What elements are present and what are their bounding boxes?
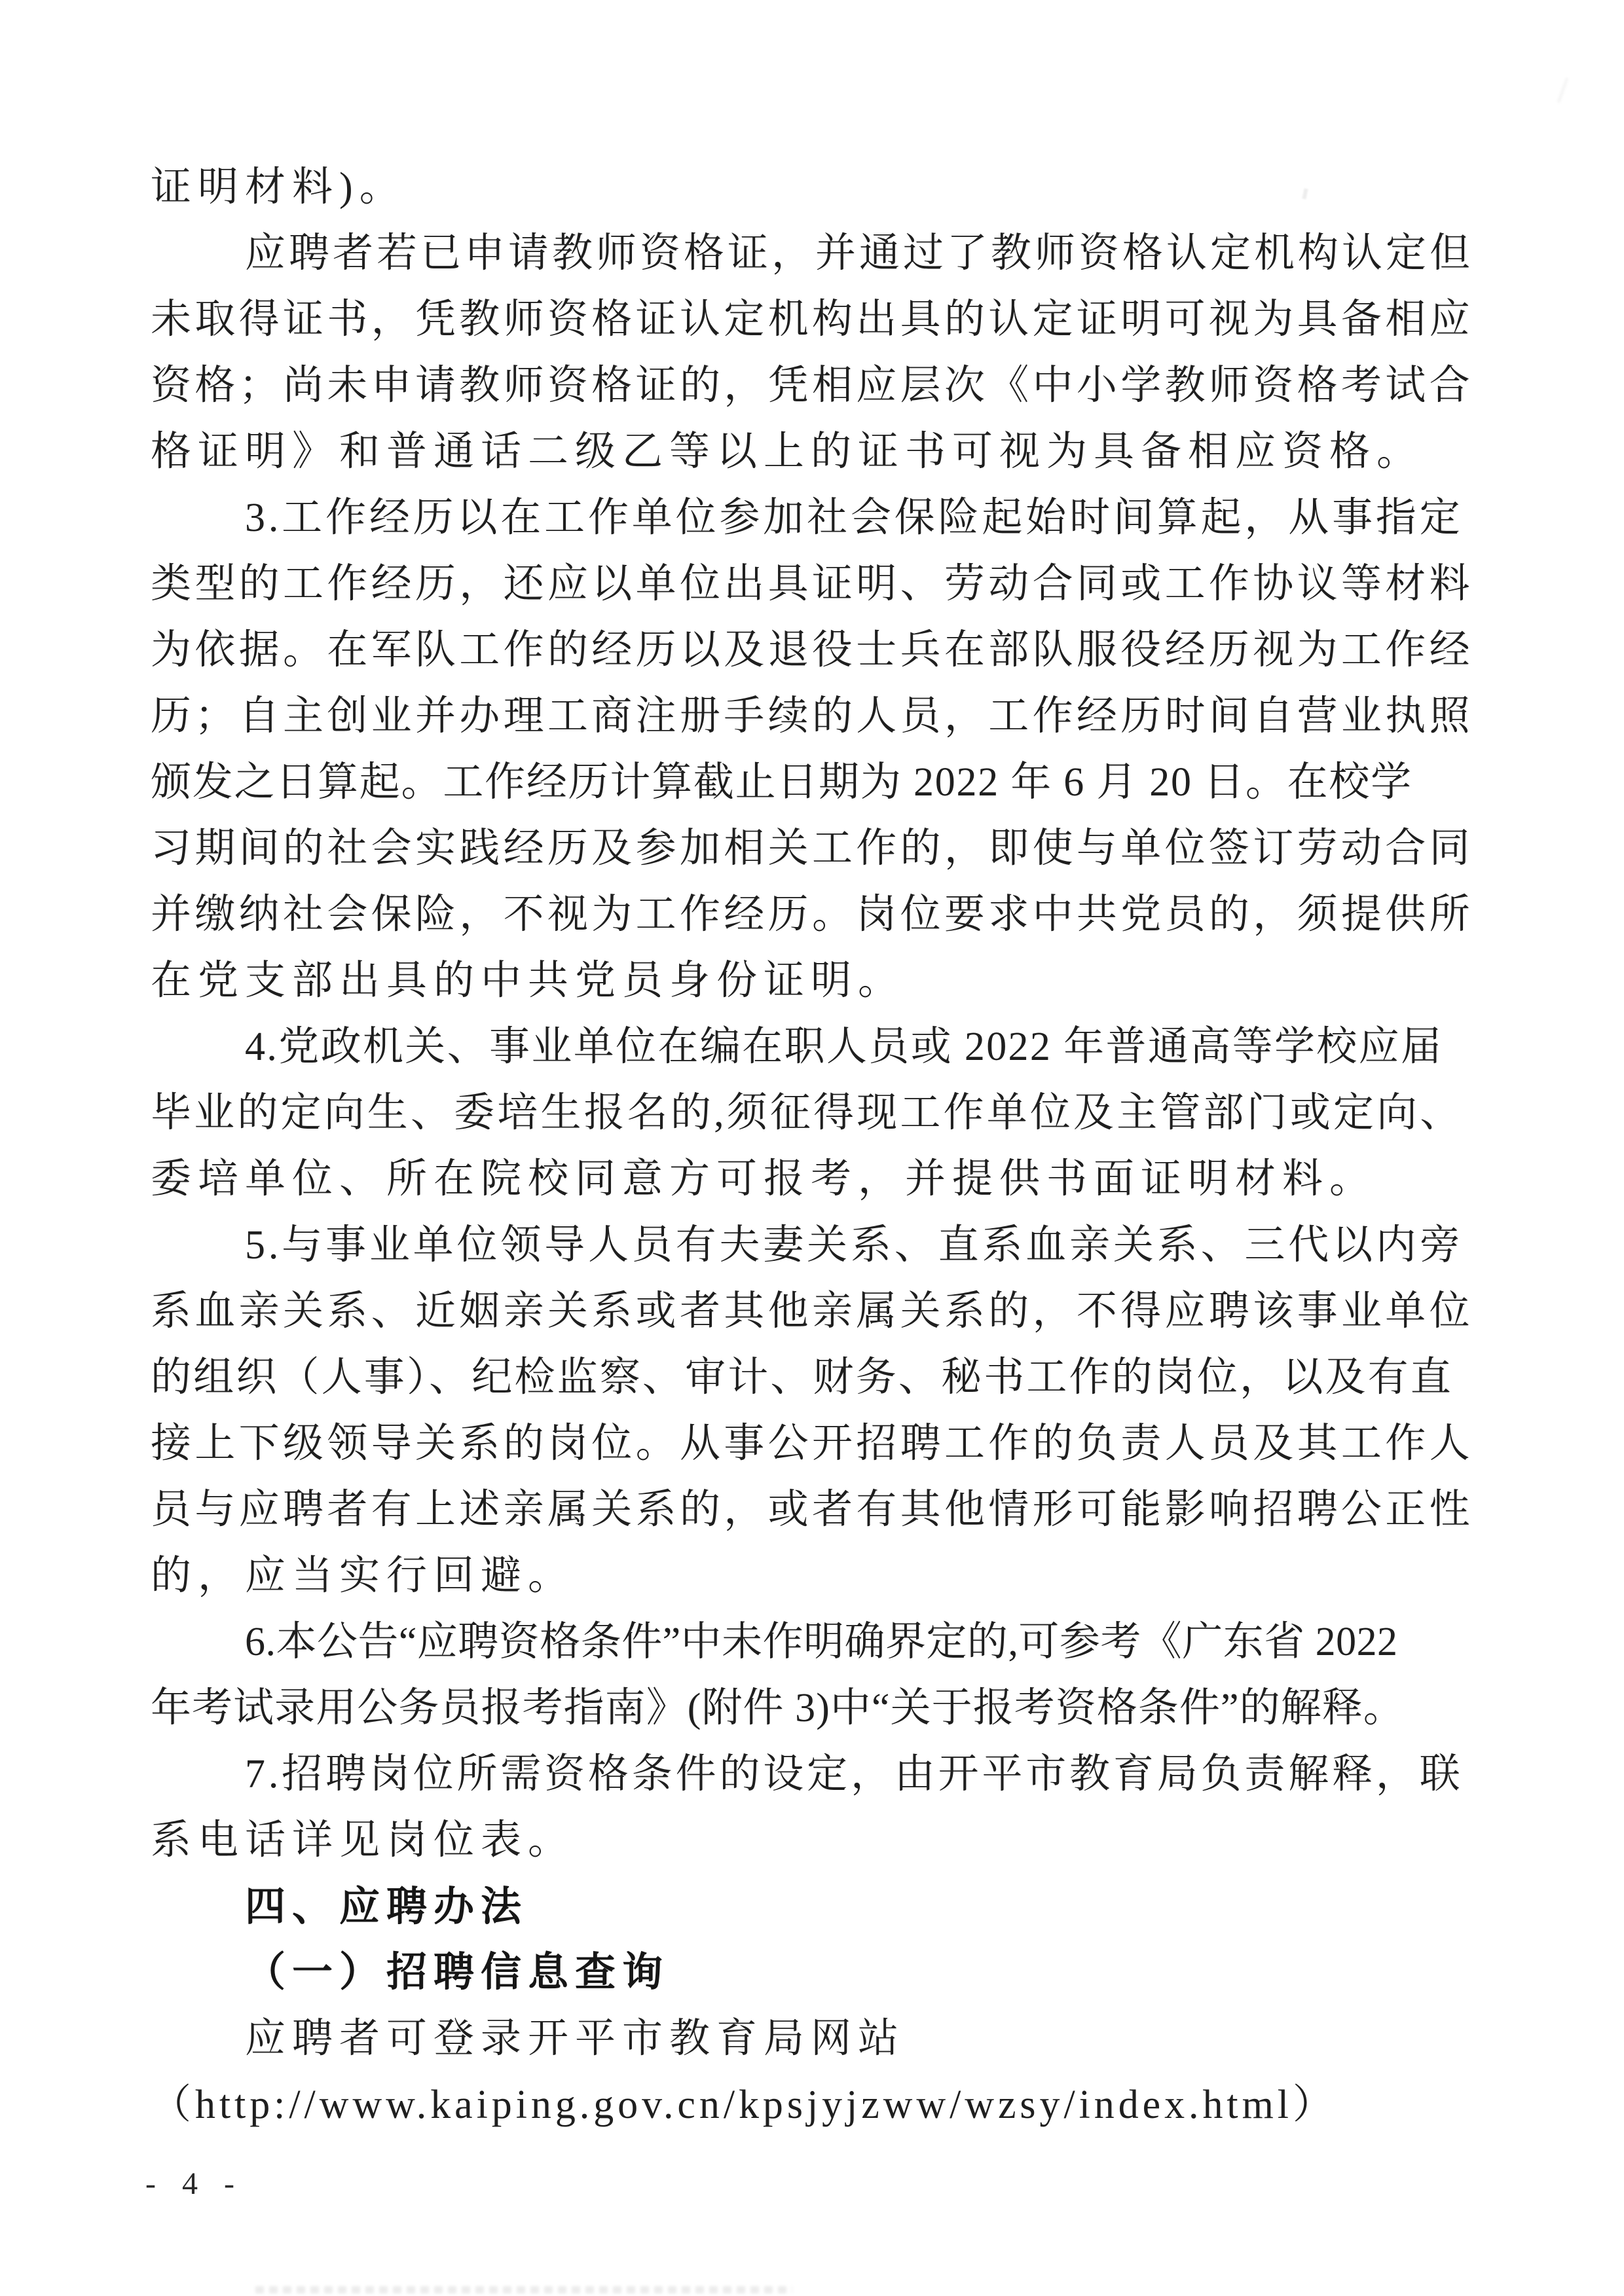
text-line: 证明材料)。 [151, 165, 407, 210]
text-line: （一）招聘信息查询 [245, 1950, 670, 1995]
text-line: 资格；尚未申请教师资格证的，凭相应层次《中小学教师资格考试合 [151, 363, 1473, 408]
text-line: 在党支部出具的中共党员身份证明。 [151, 958, 906, 1003]
text-line: 的组织（人事）、纪检监察、审计、财务、秘书工作的岗位，以及有直 [151, 1355, 1453, 1400]
text-line: 格证明》和普通话二级乙等以上的证书可视为具备相应资格。 [151, 429, 1424, 474]
text-line: 接上下级领导关系的岗位。从事公开招聘工作的负责人员及其工作人 [151, 1421, 1473, 1466]
scan-speck [1557, 77, 1568, 103]
text-line: 应聘者可登录开平市教育局网站 [245, 2016, 906, 2061]
text-line: 颁发之日算起。工作经历计算截止日期为 2022 年 6 月 20 日。在校学 [151, 760, 1412, 805]
text-line: 5.与事业单位领导人员有夫妻关系、直系血亲关系、三代以内旁 [245, 1223, 1464, 1267]
text-line: 7.招聘岗位所需资格条件的设定，由开平市教育局负责解释，联 [245, 1752, 1464, 1796]
faint-cutoff-text [255, 2286, 792, 2293]
text-line: 3.工作经历以在工作单位参加社会保险起始时间算起，从事指定 [245, 496, 1464, 540]
text-line: 并缴纳社会保险，不视为工作经历。岗位要求中共党员的，须提供所 [151, 892, 1473, 937]
text-line: 应聘者若已申请教师资格证，并通过了教师资格认定机构认定但 [245, 231, 1474, 276]
text-line: 四、应聘办法 [245, 1884, 528, 1929]
text-line: 为依据。在军队工作的经历以及退役士兵在部队服役经历视为工作经 [151, 628, 1473, 672]
document-body [151, 155, 1473, 2138]
text-line: 历；自主创业并办理工商注册手续的人员，工作经历时间自营业执照 [151, 694, 1473, 738]
text-line: 年考试录用公务员报考指南》(附件 3)中“关于报考资格条件”的解释。 [151, 1686, 1405, 1730]
text-line: 员与应聘者有上述亲属关系的，或者有其他情形可能影响招聘公正性 [151, 1487, 1473, 1532]
text-line: 4.党政机关、事业单位在编在职人员或 2022 年普通高等学校应届 [245, 1025, 1443, 1069]
text-line: 委培单位、所在院校同意方可报考，并提供书面证明材料。 [151, 1157, 1377, 1201]
text-line: 系血亲关系、近姻亲关系或者其他亲属关系的，不得应聘该事业单位 [151, 1289, 1473, 1334]
text-line: （http://www.kaiping.gov.cn/kpsjyjzww/wzsy/index.html） [151, 2083, 1337, 2127]
text-line: 6.本公告“应聘资格条件”中未作明确界定的,可参考《广东省 2022 [245, 1620, 1398, 1664]
text-line: 习期间的社会实践经历及参加相关工作的，即使与单位签订劳动合同 [151, 826, 1473, 871]
page-number: - 4 - [145, 2166, 244, 2201]
text-line: 毕业的定向生、委培生报名的,须征得现工作单位及主管部门或定向、 [151, 1091, 1464, 1135]
text-line: 的，应当实行回避。 [151, 1554, 576, 1598]
text-line: 类型的工作经历，还应以单位出具证明、劳动合同或工作协议等材料 [151, 562, 1473, 606]
text-line: 未取得证书，凭教师资格证认定机构出具的认定证明可视为具备相应 [151, 297, 1473, 342]
text-line: 系电话详见岗位表。 [151, 1818, 576, 1863]
